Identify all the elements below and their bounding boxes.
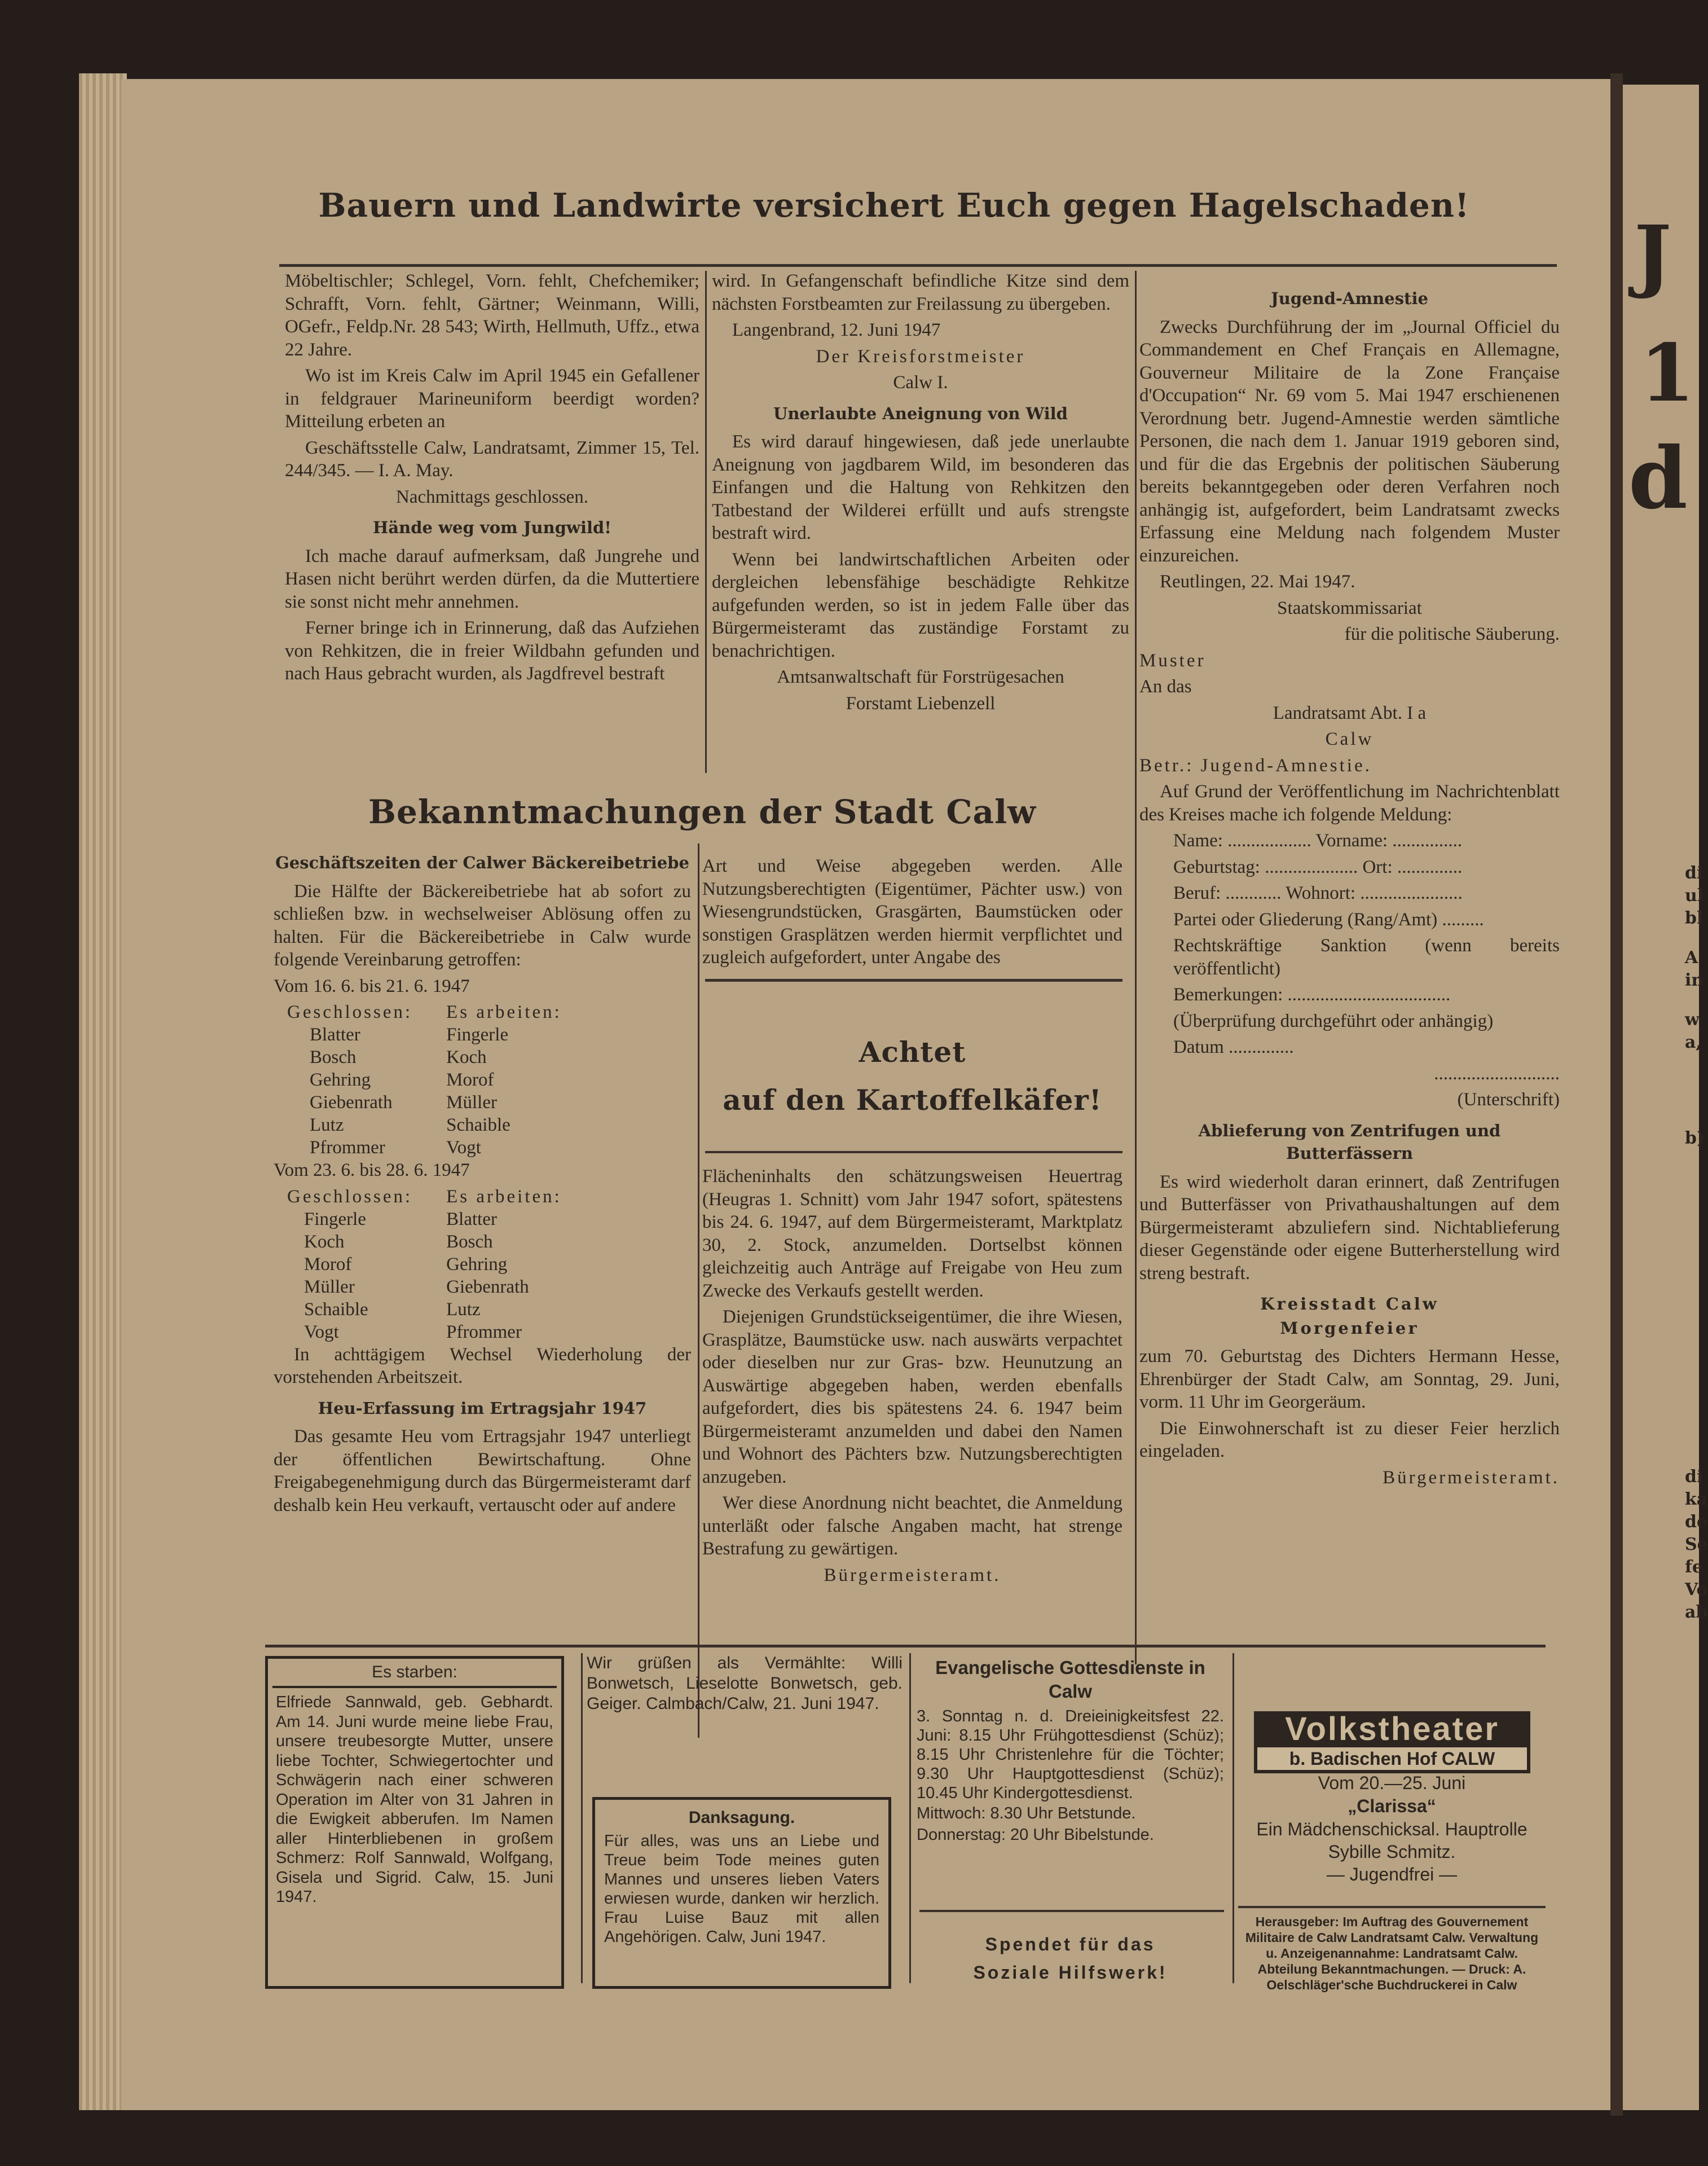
form-address: Calw xyxy=(1325,729,1374,749)
form-field: Geburtstag: .................... Ort: .............. xyxy=(1173,856,1463,877)
volkstheater-program xyxy=(1241,1772,1543,1886)
column-3 xyxy=(1139,279,1560,1492)
danksagung-title: Danksagung. xyxy=(688,1808,795,1827)
column-1 xyxy=(285,270,699,689)
next-page-letter: bl xyxy=(1685,908,1703,928)
open-label: Es arbeiten: xyxy=(446,1186,562,1207)
signature: Bürgermeisteramt. xyxy=(1383,1467,1560,1488)
next-page-letter: a, xyxy=(1685,1033,1702,1052)
next-page-letter: ka xyxy=(1685,1490,1708,1509)
bakery-name: Giebenrath xyxy=(310,1092,393,1113)
gottesdienste-mittwoch: Mittwoch: 8.30 Uhr Betstunde. xyxy=(917,1804,1136,1822)
section-heading: Kreisstadt Calw xyxy=(1260,1294,1439,1313)
spendet-line-2: Soziale Hilfswerk! xyxy=(973,1962,1168,1983)
gottesdienste-donnerstag: Donnerstag: 20 Uhr Bibelstunde. xyxy=(917,1826,1154,1844)
column-rule xyxy=(698,843,699,1738)
paragraph: Nachmittags geschlossen. xyxy=(396,486,588,507)
signature: Amtsanwaltschaft für Forstrügesachen xyxy=(777,667,1064,687)
paragraph: Flächeninhalts den schätzungsweisen Heuertrag (Heugras 1. Schnitt) vom Jahr 1947 sofort, spätestens bis 24. 6. 1947, auf dem Bürgermeisteramt, Marktplatz 30, 2. Stock, anzumelden. Dortselbst können gleichzeitig auch Anträge auf Freigabe von Heu zum Zwecke des Verkaufs gestellt werden. xyxy=(702,1166,1122,1301)
obituary-box xyxy=(265,1656,564,1989)
bakery-name: Lutz xyxy=(310,1115,344,1135)
divider xyxy=(265,1645,1546,1647)
form-field: Rechtskräftige Sanktion (wenn bereits veröffentlicht) xyxy=(1173,935,1560,979)
divider xyxy=(919,1910,1224,1912)
paragraph: wird. In Gefangenschaft befindliche Kitze sind dem nächsten Forstbeamten zur Freilassung zu übergeben. xyxy=(712,271,1129,314)
next-page-letter: ab xyxy=(1685,1602,1708,1622)
column-4 xyxy=(274,843,691,1520)
column-rule xyxy=(909,1653,911,1983)
form-field: Bemerkungen: ................................... xyxy=(1173,985,1451,1005)
paragraph: Es wird wiederholt daran erinnert, daß Zentrifugen und Butterfässer von Privathaushaltungen auf dem Bürgermeisteramt abzuliefern sind. Nichtablieferung dieser Gegenstände oder eigene Butterherstellung wird streng bestraft. xyxy=(1139,1171,1560,1284)
missing-persons-list: Möbeltischler; Schlegel, Vorn. fehlt, Chefchemiker; Schrafft, Vorn. fehlt, Gärtner; Weinmann, Willi, OGefr., Feldp.Nr. 28 543; Wirth, Hellmuth, Uffz., etwa 22 Jahre. xyxy=(285,271,699,360)
paragraph: Wer diese Anordnung nicht beachtet, die Anmeldung unterläßt oder falsche Angaben macht, hat strenge Bestrafung zu gewärtigen. xyxy=(702,1493,1122,1559)
signature: Forstamt Liebenzell xyxy=(846,693,996,714)
bakery-name: Vogt xyxy=(304,1321,339,1342)
column-2 xyxy=(712,270,1129,718)
next-page-letter: di xyxy=(1685,1467,1703,1487)
section-heading: Geschäftszeiten der Calwer Bäckereibetriebe xyxy=(275,853,689,872)
next-page-letter: de xyxy=(1685,1512,1708,1532)
bakery-name: Vogt xyxy=(446,1137,481,1158)
bakery-name: Müller xyxy=(304,1276,355,1297)
paragraph: Geschäftsstelle Calw, Landratsamt, Zimmer 15, Tel. 244/345. — I. A. May. xyxy=(285,437,699,481)
bakery-name: Koch xyxy=(446,1047,487,1067)
danksagung-box xyxy=(592,1797,891,1989)
column-rule xyxy=(705,271,707,773)
paragraph: Diejenigen Grundstückseigentümer, die ihre Wiesen, Grasplätze, Baumstücke usw. nach auswärts verpachtet oder dieselben nur zur Gras- bzw. Heunutzung an Auswärtige abgegeben haben, werden ebenfalls aufgefordert, dies bis spätestens 24. 6. 1947 beim Bürgermeisteramt anzumelden und dabei den Namen und Wohnort des Pächters bzw. Nutzungsberechtigten anzugeben. xyxy=(702,1307,1122,1487)
bakery-name: Schaible xyxy=(446,1115,510,1135)
paragraph: Die Hälfte der Bäckereibetriebe hat ab sofort zu schließen bzw. in wechselweiser Ablösung offen zu halten. Für die Bäckereibetriebe in Calw wurde folgende Vereinbarung getroffen: xyxy=(274,881,691,970)
form-field: (Überprüfung durchgeführt oder anhängig) xyxy=(1173,1010,1494,1031)
next-page-letter: fe xyxy=(1685,1557,1703,1577)
next-page-letter: w xyxy=(1685,1010,1700,1030)
bakery-schedule-week-2 xyxy=(287,1185,596,1343)
next-page-letter: in xyxy=(1685,970,1704,990)
closed-label: Geschlossen: xyxy=(287,1186,413,1207)
bakery-name: Schaible xyxy=(304,1299,368,1320)
form-subject: Betr.: Jugend-Amnestie. xyxy=(1139,755,1372,776)
section-heading: Ablieferung von Zentrifugen und Butterfässern xyxy=(1198,1121,1501,1163)
column-rule xyxy=(581,1653,583,1983)
kartoffelkaefer-headline: auf den Kartoffelkäfer! xyxy=(723,1083,1102,1117)
book-spine xyxy=(1610,73,1623,2116)
paragraph: Wenn bei landwirtschaftlichen Arbeiten oder dergleichen lebensfähige beschädigte Rehkitze aufgefunden werden, so ist in jedem Falle über das Bürgermeisteramt das zuständige Forstamt zu benachrichtigen. xyxy=(712,549,1129,661)
next-page-letter: ul xyxy=(1685,886,1704,906)
volkstheater-rating: — Jugendfrei — xyxy=(1326,1864,1458,1884)
gottesdienste xyxy=(917,1656,1224,1846)
bakery-name: Müller xyxy=(446,1092,497,1113)
next-page-letter: 1 xyxy=(1640,327,1695,420)
spendet-line-1: Spendet für das xyxy=(985,1934,1156,1954)
column-5-continued xyxy=(702,1165,1122,1590)
divider xyxy=(705,979,1122,982)
bakery-name: Lutz xyxy=(446,1299,481,1320)
next-page-letter: d xyxy=(1628,429,1688,528)
paragraph: Das gesamte Heu vom Ertragsjahr 1947 unterliegt der öffentlichen Bewirtschaftung. Ohne Freigabegenehmigung durch das Bürgermeisteramt darf deshalb kein Heu verkauft, vertauscht oder auf andere xyxy=(274,1426,691,1515)
obituary-text: Elfriede Sannwald, geb. Gebhardt. Am 14. Juni wurde meine liebe Frau, unsere treubesorgte Mutter, unsere liebe Tochter, Schwiegertochter und Schwägerin nach einer schweren Operation im Alter von 31 Jahren in die Ewigkeit abberufen. Im Namen aller Hinterbliebenen in großem Schmerz: Rolf Sannwald, Wolfgang, Gisela und Sigrid. Calw, 15. Juni 1947. xyxy=(276,1693,553,1906)
achtet-headline: Achtet xyxy=(859,1035,966,1069)
headline-stadt-calw: Bekanntmachungen der Stadt Calw xyxy=(368,793,1037,831)
paragraph: Auf Grund der Veröffentlichung im Nachrichtenblatt des Kreises mache ich folgende Meldung: xyxy=(1139,781,1560,825)
signature: Calw I. xyxy=(893,372,948,393)
column-5 xyxy=(702,855,1122,973)
bakery-schedule-week-1 xyxy=(287,1001,596,1159)
volkstheater-dates: Vom 20.—25. Juni xyxy=(1318,1773,1466,1793)
impressum: Herausgeber: Im Auftrag des Gouvernement Militaire de Calw Landratsamt Calw. Verwaltung u. Anzeigenannahme: Landratsamt Calw. Abteilung Bekanntmachungen. — Druck: A. Oelschläger'sche Buchdruckerei in Calw xyxy=(1245,1914,1539,1992)
volkstheater-logo xyxy=(1254,1711,1530,1773)
bakery-name: Bosch xyxy=(310,1047,356,1067)
next-page-fragment xyxy=(1623,85,1708,2110)
next-page-letter: Se xyxy=(1685,1535,1708,1554)
bakery-name: Koch xyxy=(304,1231,345,1252)
paragraph: Es wird darauf hingewiesen, daß jede unerlaubte Aneignung von jagdbarem Wild, im besonderen das Einfangen und die Haltung von Rehkitzen den Tatbestand der Wilderei erfüllt und aufs strengste bestraft wird. xyxy=(712,432,1129,543)
gottesdienste-title: Evangelische Gottesdienste in Calw xyxy=(935,1657,1205,1702)
next-page-letter: Vo xyxy=(1685,1580,1708,1600)
next-page-letter: di xyxy=(1685,863,1703,883)
form-field: Beruf: ............ Wohnort: ...................... xyxy=(1173,883,1463,903)
bakery-name: Blatter xyxy=(310,1025,360,1045)
bakery-name: Gehring xyxy=(446,1254,508,1275)
paragraph: Wo ist im Kreis Calw im April 1945 ein Gefallener in feldgrauer Marineuniform beerdigt worden? Mitteilung erbeten an xyxy=(285,366,699,432)
bakery-name: Pfrommer xyxy=(446,1321,522,1342)
next-page-letter: A xyxy=(1685,948,1698,968)
signature: Bürgermeisteramt. xyxy=(824,1565,1001,1585)
bakery-name: Blatter xyxy=(446,1209,497,1229)
bakery-name: Morof xyxy=(304,1254,352,1275)
wedding-announcement: Wir grüßen als Vermählte: Willi Bonwetsch, Lieselotte Bonwetsch, geb. Geiger. Calmbach/Calw, 21. Juni 1947. xyxy=(587,1654,903,1713)
next-page-letter: J xyxy=(1634,209,1672,301)
open-label: Es arbeiten: xyxy=(446,1002,562,1022)
signature: für die politische Säuberung. xyxy=(1344,624,1560,644)
bakery-name: Pfrommer xyxy=(310,1137,385,1158)
bakery-name: Fingerle xyxy=(446,1025,509,1045)
form-field: Name: .................. Vorname: ............... xyxy=(1173,831,1463,851)
form-field: Partei oder Gliederung (Rang/Amt) ......... xyxy=(1173,909,1484,930)
danksagung-text: Für alles, was uns an Liebe und Treue beim Tode meines guten Mannes und unseres lieben Vaters erwiesen wurde, danken wir herzlich. Frau Luise Bauz mit allen Angehörigen. Calw, Juni 1947. xyxy=(604,1832,879,1946)
form-field: (Unterschrift) xyxy=(1457,1089,1560,1110)
section-heading: Jugend-Amnestie xyxy=(1271,289,1428,308)
form-label: An das xyxy=(1139,676,1192,697)
section-heading: Heu-Erfassung im Ertragsjahr 1947 xyxy=(318,1398,647,1418)
column-rule xyxy=(1135,271,1137,1664)
volkstheater-logo-subtitle: b. Badischen Hof CALW xyxy=(1257,1747,1527,1770)
volkstheater-logo-text: Volkstheater xyxy=(1285,1711,1499,1747)
week-label: Vom 16. 6. bis 21. 6. 1947 xyxy=(274,976,470,996)
form-field: ........................... xyxy=(1434,1063,1560,1084)
date-line: Langenbrand, 12. Juni 1947 xyxy=(732,320,941,340)
paragraph: In achttägigem Wechsel Wiederholung der vorstehenden Arbeitszeit. xyxy=(274,1344,691,1387)
obituary-title: Es starben: xyxy=(272,1659,557,1688)
form-field: Datum .............. xyxy=(1173,1037,1294,1057)
signature: Staatskommissariat xyxy=(1277,597,1422,618)
section-heading: Hände weg vom Jungwild! xyxy=(372,518,612,537)
section-heading: Unerlaubte Aneignung von Wild xyxy=(773,403,1068,423)
bakery-name: Gehring xyxy=(310,1070,371,1090)
bakery-name: Giebenrath xyxy=(446,1276,529,1297)
paragraph: zum 70. Geburtstag des Dichters Hermann Hesse, Ehrenbürger der Stadt Calw, am Sonntag, 29. Juni, vorm. 11 Uhr im Georgeräum. xyxy=(1139,1346,1560,1412)
divider xyxy=(1238,1906,1546,1908)
volkstheater-description: Ein Mädchenschicksal. Hauptrolle Sybille Schmitz. xyxy=(1256,1819,1527,1862)
book-page-edges xyxy=(79,73,127,2110)
signature: Der Kreisforstmeister xyxy=(816,346,1025,367)
form-address: Landratsamt Abt. I a xyxy=(1273,702,1427,723)
column-rule xyxy=(1232,1653,1234,1983)
paragraph: Ich mache darauf aufmerksam, daß Jungrehe und Hasen nicht berührt werden dürfen, da die Muttertiere sie sonst nicht mehr annehmen. xyxy=(285,546,699,612)
bakery-name: Morof xyxy=(446,1070,494,1090)
volkstheater-film: „Clarissa“ xyxy=(1348,1796,1436,1816)
paragraph: Ferner bringe ich in Erinnerung, daß das Aufziehen von Rehkitzen, die in freier Wildbahn gefunden und nach Haus gebracht wurden, als Jagdfrevel bestraft xyxy=(285,618,699,684)
divider xyxy=(705,1151,1122,1153)
paragraph: Zwecks Durchführung der im „Journal Officiel du Commandement en Chef Français en Allemagne, Gouverneur Militaire de la Zone Française d'Occupation“ Nr. 69 vom 5. Mai 1947 erschienenen Verordnung betr. Jugend-Amnestie werden sämtliche Personen, die nach dem 1. Januar 1919 geboren sind, und für die das Ergebnis der politischen Säuberung bereits bekanntgegeben oder deren Verfahren noch anhängig ist, aufgefordert, beim Landratsamt zwecks Erfassung eine Meldung nach folgendem Muster einzureichen. xyxy=(1139,317,1560,566)
headline-hagelschaden: Bauern und Landwirte versichert Euch gegen Hagelschaden! xyxy=(318,186,1470,225)
date-line: Reutlingen, 22. Mai 1947. xyxy=(1160,572,1355,592)
bakery-name: Bosch xyxy=(446,1231,493,1252)
section-heading: Morgenfeier xyxy=(1280,1318,1419,1338)
bakery-name: Fingerle xyxy=(304,1209,366,1229)
next-page-letter: b) xyxy=(1685,1128,1705,1148)
paragraph: Die Einwohnerschaft ist zu dieser Feier herzlich eingeladen. xyxy=(1139,1418,1560,1461)
divider xyxy=(279,264,1557,267)
gottesdienste-text: 3. Sonntag n. d. Dreieinigkeitsfest 22. Juni: 8.15 Uhr Frühgottesdienst (Schüz); 8.15 Uhr Christenlehre für die Töchter; 9.30 Uhr Hauptgottesdienst (Schüz); 10.45 Uhr Kindergottesdienst. xyxy=(917,1707,1224,1802)
form-label: Muster xyxy=(1139,650,1206,671)
week-label: Vom 23. 6. bis 28. 6. 1947 xyxy=(274,1160,470,1180)
closed-label: Geschlossen: xyxy=(287,1002,413,1022)
paragraph: Art und Weise abgegeben werden. Alle Nutzungsberechtigten (Eigentümer, Pächter usw.) von Wiesengrundstücken, Grasgärten, Baumstücken oder sonstigen Grasplätzen werden hiermit verpflichtet und zugleich aufgefordert, unter Angabe des xyxy=(702,856,1122,968)
